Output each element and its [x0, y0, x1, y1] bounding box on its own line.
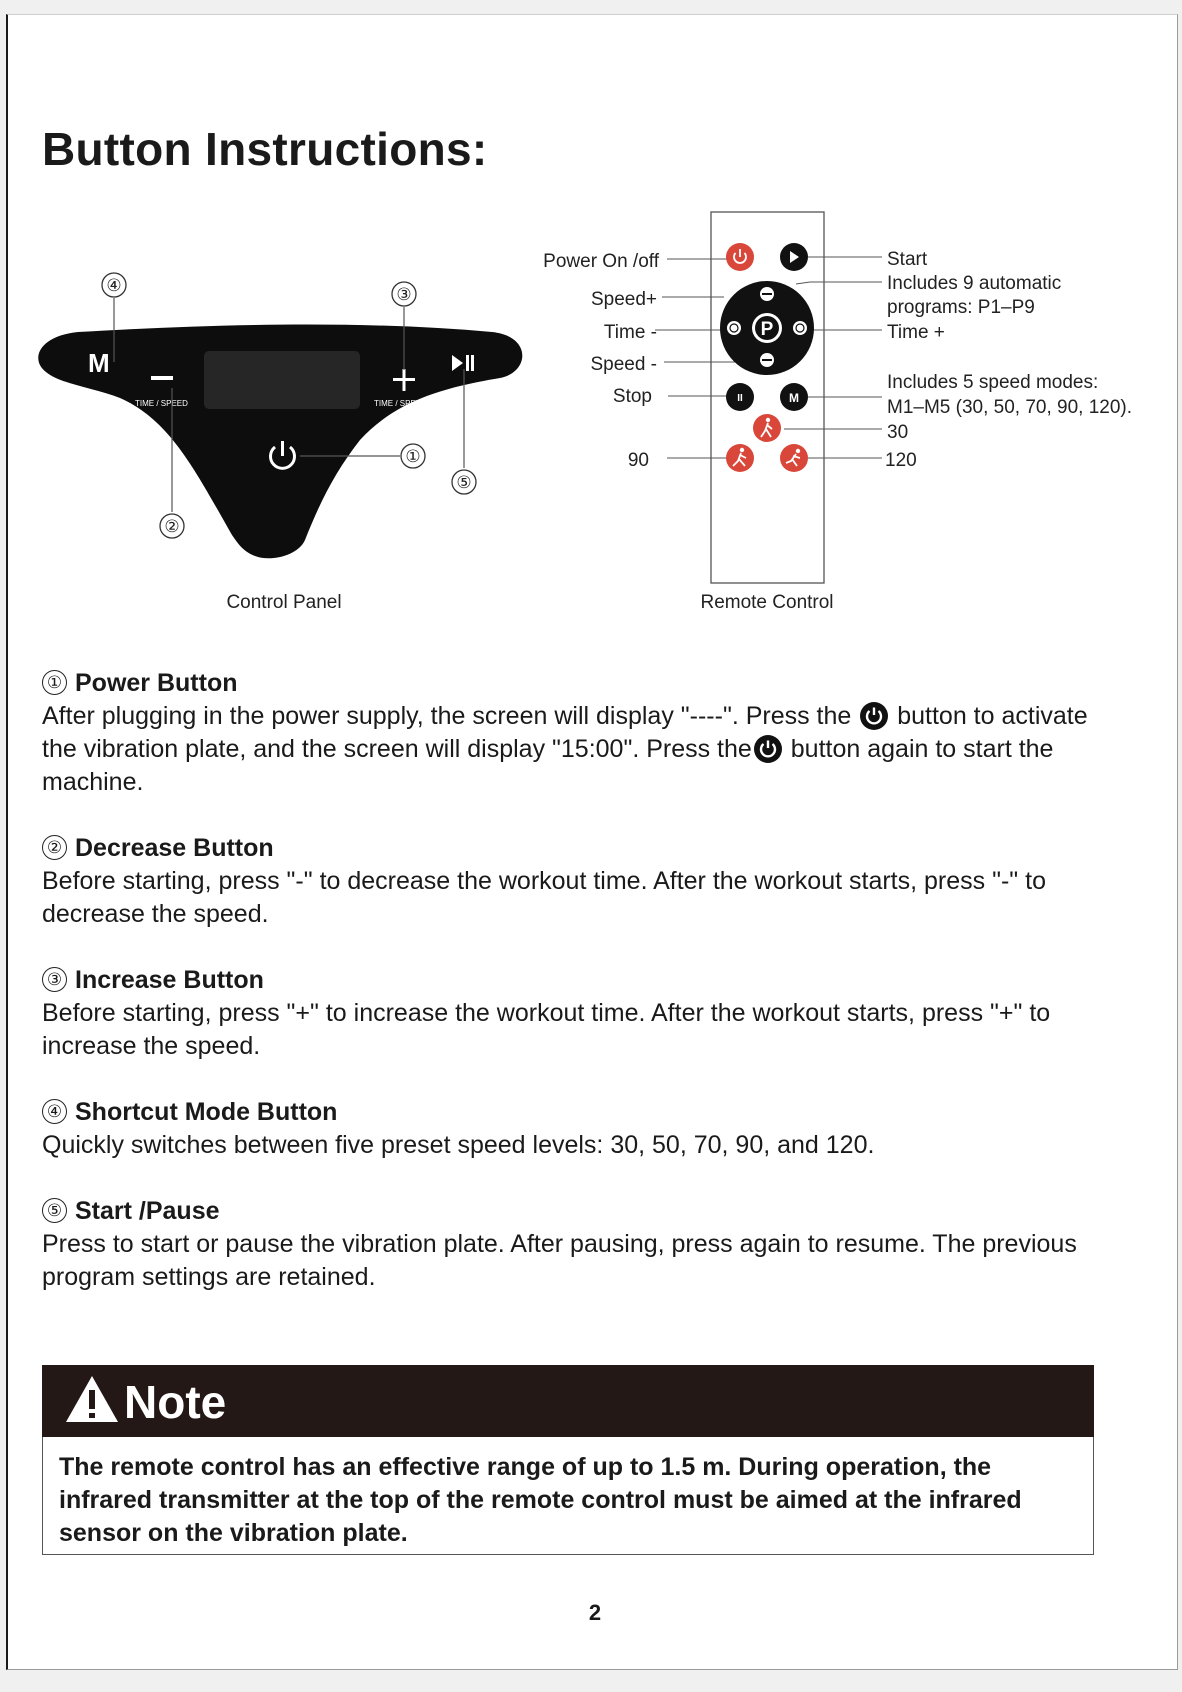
svg-text:③: ③	[396, 285, 412, 304]
label-programs-line1: Includes 9 automatic	[887, 273, 1062, 294]
callout-3	[392, 282, 416, 306]
remote-power-button[interactable]	[726, 243, 754, 271]
time-speed-label-right: TIME / SPEED	[374, 399, 427, 408]
remote-control	[543, 212, 1132, 613]
control-panel	[38, 273, 522, 613]
section-number: ④	[42, 1099, 67, 1124]
page-number: 2	[588, 1600, 602, 1625]
section-text: Before starting, press "-" to decrease the workout time. After the workout starts, press "-" to decrease the speed.	[42, 867, 1046, 928]
decrease-button[interactable]	[151, 376, 173, 380]
section-increase-button	[42, 964, 1122, 1063]
section-text: Press to start or pause the vibration plate. After pausing, press again to resume. The previous program settings are retained.	[42, 1230, 1077, 1291]
section-number: ⑤	[42, 1198, 67, 1223]
callout-5	[452, 470, 476, 494]
section-heading: ④ Shortcut Mode Button	[42, 1096, 1122, 1129]
remote-30-walk-button[interactable]	[753, 414, 781, 442]
warning-icon	[64, 1374, 120, 1424]
program-p-label: P	[760, 319, 774, 340]
section-text: After plugging in the power supply, the screen will display "----". Press the button to activate the vibration plate, and the screen will display "15:00". Press the button again to start the machine.	[42, 702, 1088, 796]
section-text: Before starting, press "+" to increase the workout time. After the workout starts, press "+" to increase the speed.	[42, 999, 1051, 1060]
remote-stop-button[interactable]	[726, 383, 754, 411]
m-mode-button[interactable]: M	[88, 348, 110, 378]
control-panel-caption: Control Panel	[226, 592, 342, 613]
svg-text:④: ④	[106, 276, 122, 295]
section-power-button	[42, 667, 1122, 799]
svg-text:M: M	[789, 391, 799, 405]
page-title: Button Instructions:	[42, 123, 488, 175]
section-heading: ② Decrease Button	[42, 832, 1122, 865]
remote-120-run-button[interactable]	[780, 444, 808, 472]
note-header	[42, 1365, 1094, 1437]
remote-90-walk-button[interactable]	[726, 444, 754, 472]
label-power-on-off: Power On /off	[543, 251, 659, 272]
callout-2	[160, 514, 184, 538]
power-icon	[754, 735, 782, 763]
time-plus-icon[interactable]	[793, 321, 807, 335]
section-decrease-button	[42, 832, 1122, 931]
section-heading: ③ Increase Button	[42, 964, 1122, 997]
section-heading: ① Power Button	[42, 667, 1122, 700]
time-speed-label-left: TIME / SPEED	[135, 399, 188, 408]
control-panel-display	[204, 351, 360, 409]
label-start: Start	[887, 249, 928, 270]
label-speed-modes-line2: M1–M5 (30, 50, 70, 90, 120).	[887, 397, 1133, 418]
label-programs-line2: programs: P1–P9	[887, 297, 1035, 318]
label-30: 30	[887, 422, 909, 443]
svg-text:II: II	[737, 393, 743, 404]
label-speed-minus: Speed -	[590, 354, 657, 375]
section-heading: ⑤ Start /Pause	[42, 1195, 1122, 1228]
note-body: The remote control has an effective range of up to 1.5 m. During operation, the infrared transmitter at the top of the remote control must be aimed at the infrared sensor on the vibration plate.	[42, 1437, 1094, 1555]
callout-1	[401, 444, 425, 468]
section-start-pause	[42, 1195, 1122, 1294]
section-number: ①	[42, 670, 67, 695]
label-time-minus: Time -	[603, 322, 657, 343]
remote-control-caption: Remote Control	[700, 592, 834, 613]
label-stop: Stop	[612, 386, 652, 407]
section-number: ②	[42, 835, 67, 860]
remote-m-button[interactable]	[780, 383, 808, 411]
label-120: 120	[885, 450, 917, 471]
label-speed-plus: Speed+	[590, 289, 657, 310]
time-minus-icon[interactable]	[727, 321, 741, 335]
svg-text:①: ①	[405, 447, 421, 466]
section-shortcut-mode-button	[42, 1096, 1122, 1162]
label-90: 90	[627, 450, 649, 471]
label-speed-modes-line1: Includes 5 speed modes:	[887, 372, 1099, 393]
svg-text:⑤: ⑤	[456, 473, 472, 492]
section-text: Quickly switches between five preset speed levels: 30, 50, 70, 90, and 120.	[42, 1131, 875, 1159]
label-time-plus: Time +	[887, 322, 945, 343]
callout-4	[102, 273, 126, 297]
remote-program-pad[interactable]	[720, 281, 814, 375]
remote-start-button[interactable]	[780, 243, 808, 271]
note-title: Note	[124, 1376, 227, 1428]
section-number: ③	[42, 967, 67, 992]
svg-text:②: ②	[164, 517, 180, 536]
power-icon	[860, 702, 888, 730]
diagram-area	[0, 0, 1182, 640]
